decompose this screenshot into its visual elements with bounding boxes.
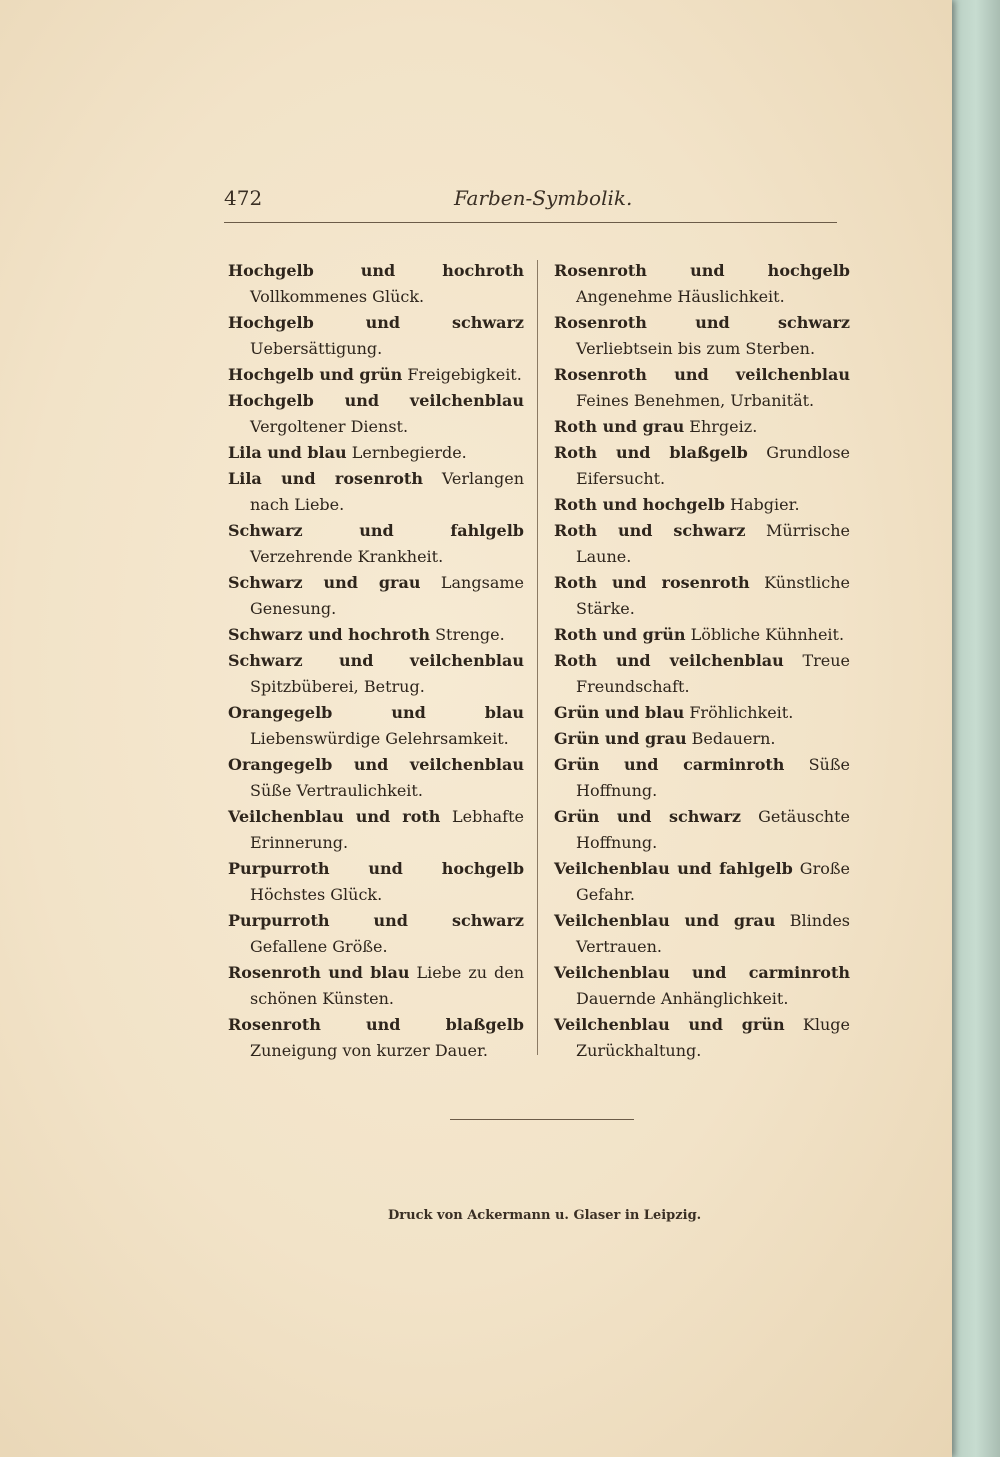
color-meaning: Feines Benehmen, Urbanität.	[576, 391, 815, 410]
color-term: Hochgelb und hochroth	[228, 261, 524, 280]
color-term: Veilchenblau und grün	[554, 1015, 785, 1034]
color-meaning: Freigebigkeit.	[407, 365, 522, 384]
color-term: Hochgelb und grün	[228, 365, 403, 384]
color-entry	[228, 310, 524, 362]
color-term: Veilchenblau und fahlgelb	[554, 859, 793, 878]
running-title: Farben-Symbolik.	[454, 186, 633, 210]
color-meaning: Lernbegierde.	[351, 443, 467, 462]
color-entry	[554, 310, 850, 362]
color-term: Roth und hochgelb	[554, 495, 725, 514]
color-meaning: Süße Vertraulichkeit.	[250, 781, 423, 800]
color-term: Hochgelb und veilchenblau	[228, 391, 524, 410]
color-term: Veilchenblau und carminroth	[554, 963, 850, 982]
color-entry	[554, 570, 850, 622]
color-entry	[554, 414, 850, 440]
color-term: Veilchenblau und grau	[554, 911, 776, 930]
color-meaning: Liebe zu den schönen Künsten.	[250, 963, 525, 1008]
header-rule	[224, 222, 837, 223]
color-term: Grün und schwarz	[554, 807, 741, 826]
color-term: Purpurroth und hochgelb	[228, 859, 524, 878]
color-meaning: Große Gefahr.	[576, 859, 850, 904]
color-term: Purpurroth und schwarz	[228, 911, 524, 930]
color-meaning: Angenehme Häuslichkeit.	[576, 287, 785, 306]
color-entry	[228, 804, 524, 856]
color-term: Roth und grau	[554, 417, 685, 436]
color-term: Grün und blau	[554, 703, 685, 722]
color-term: Veilchenblau und roth	[228, 807, 441, 826]
color-entry	[554, 440, 850, 492]
color-entry	[554, 908, 850, 960]
color-term: Rosenroth und veilchenblau	[554, 365, 850, 384]
color-term: Hochgelb und schwarz	[228, 313, 524, 332]
page-number: 472	[224, 186, 263, 210]
color-meaning: Verlangen nach Liebe.	[250, 469, 524, 514]
left-column	[228, 258, 524, 1064]
color-term: Rosenroth und blau	[228, 963, 410, 982]
color-entry	[554, 960, 850, 1012]
color-meaning: Vergoltener Dienst.	[250, 417, 409, 436]
color-meaning: Süße Hoffnung.	[576, 755, 850, 800]
color-term: Roth und grün	[554, 625, 686, 644]
printer-imprint: Druck von Ackermann u. Glaser in Leipzig.	[388, 1208, 702, 1223]
page-header	[224, 182, 837, 222]
color-meaning: Dauernde Anhänglichkeit.	[576, 989, 789, 1008]
color-meaning: Ehrgeiz.	[689, 417, 758, 436]
color-meaning: Liebenswürdige Gelehrsamkeit.	[250, 729, 509, 748]
color-entry	[228, 700, 524, 752]
color-entry	[228, 440, 524, 466]
color-meaning: Treue Freundschaft.	[576, 651, 851, 696]
color-meaning: Höchstes Glück.	[250, 885, 383, 904]
color-term: Grün und carminroth	[554, 755, 785, 774]
color-entry	[228, 258, 524, 310]
color-entry	[554, 362, 850, 414]
color-entry	[554, 648, 850, 700]
color-meaning: Künstliche Stärke.	[576, 573, 850, 618]
color-meaning: Fröhlichkeit.	[689, 703, 794, 722]
color-entry	[228, 570, 524, 622]
color-meaning: Getäuschte Hoffnung.	[576, 807, 850, 852]
color-entry	[228, 648, 524, 700]
bottom-rule	[450, 1119, 634, 1120]
color-meaning: Grundlose Eifersucht.	[576, 443, 850, 488]
color-entry	[228, 856, 524, 908]
color-entry	[228, 752, 524, 804]
color-term: Schwarz und hochroth	[228, 625, 430, 644]
color-entry	[228, 960, 524, 1012]
color-term: Roth und schwarz	[554, 521, 746, 540]
color-term: Lila und rosenroth	[228, 469, 423, 488]
color-term: Roth und veilchenblau	[554, 651, 784, 670]
color-meaning: Lebhafte Erinnerung.	[250, 807, 524, 852]
color-meaning: Bedauern.	[691, 729, 776, 748]
color-meaning: Löbliche Kühnheit.	[690, 625, 845, 644]
color-term: Rosenroth und schwarz	[554, 313, 850, 332]
color-meaning: Blindes Vertrauen.	[576, 911, 850, 956]
color-meaning: Verliebtsein bis zum Sterben.	[576, 339, 816, 358]
color-entry	[228, 622, 524, 648]
color-meaning: Habgier.	[730, 495, 800, 514]
color-entry	[554, 492, 850, 518]
color-entry	[554, 1012, 850, 1064]
color-entry	[554, 752, 850, 804]
color-entry	[554, 804, 850, 856]
color-entry	[554, 518, 850, 570]
color-meaning: Vollkommenes Glück.	[250, 287, 425, 306]
color-term: Roth und rosenroth	[554, 573, 750, 592]
color-term: Rosenroth und hochgelb	[554, 261, 850, 280]
color-meaning: Strenge.	[435, 625, 505, 644]
color-meaning: Langsame Genesung.	[250, 573, 524, 618]
color-meaning: Gefallene Größe.	[250, 937, 388, 956]
color-term: Grün und grau	[554, 729, 687, 748]
color-entry	[554, 258, 850, 310]
color-term: Schwarz und grau	[228, 573, 421, 592]
color-meaning: Zuneigung von kurzer Dauer.	[250, 1041, 488, 1060]
color-meaning: Verzehrende Krankheit.	[250, 547, 444, 566]
color-entry	[554, 700, 850, 726]
color-entry	[228, 908, 524, 960]
color-entry	[228, 1012, 524, 1064]
color-term: Schwarz und fahlgelb	[228, 521, 524, 540]
color-term: Schwarz und veilchenblau	[228, 651, 524, 670]
right-column	[554, 258, 850, 1064]
color-meaning: Mürrische Laune.	[576, 521, 850, 566]
color-term: Rosenroth und blaßgelb	[228, 1015, 524, 1034]
color-entry	[554, 726, 850, 752]
color-meaning: Spitzbüberei, Betrug.	[250, 677, 425, 696]
color-term: Orangegelb und blau	[228, 703, 524, 722]
color-term: Orangegelb und veilchenblau	[228, 755, 524, 774]
color-entry	[554, 856, 850, 908]
color-entry	[228, 362, 524, 388]
color-entry	[228, 388, 524, 440]
color-entry	[228, 466, 524, 518]
color-meaning: Uebersättigung.	[250, 339, 383, 358]
color-entry	[228, 518, 524, 570]
color-entry	[554, 622, 850, 648]
column-divider	[537, 260, 538, 1055]
color-meaning: Kluge Zurückhaltung.	[576, 1015, 850, 1060]
color-term: Lila und blau	[228, 443, 347, 462]
color-term: Roth und blaßgelb	[554, 443, 748, 462]
